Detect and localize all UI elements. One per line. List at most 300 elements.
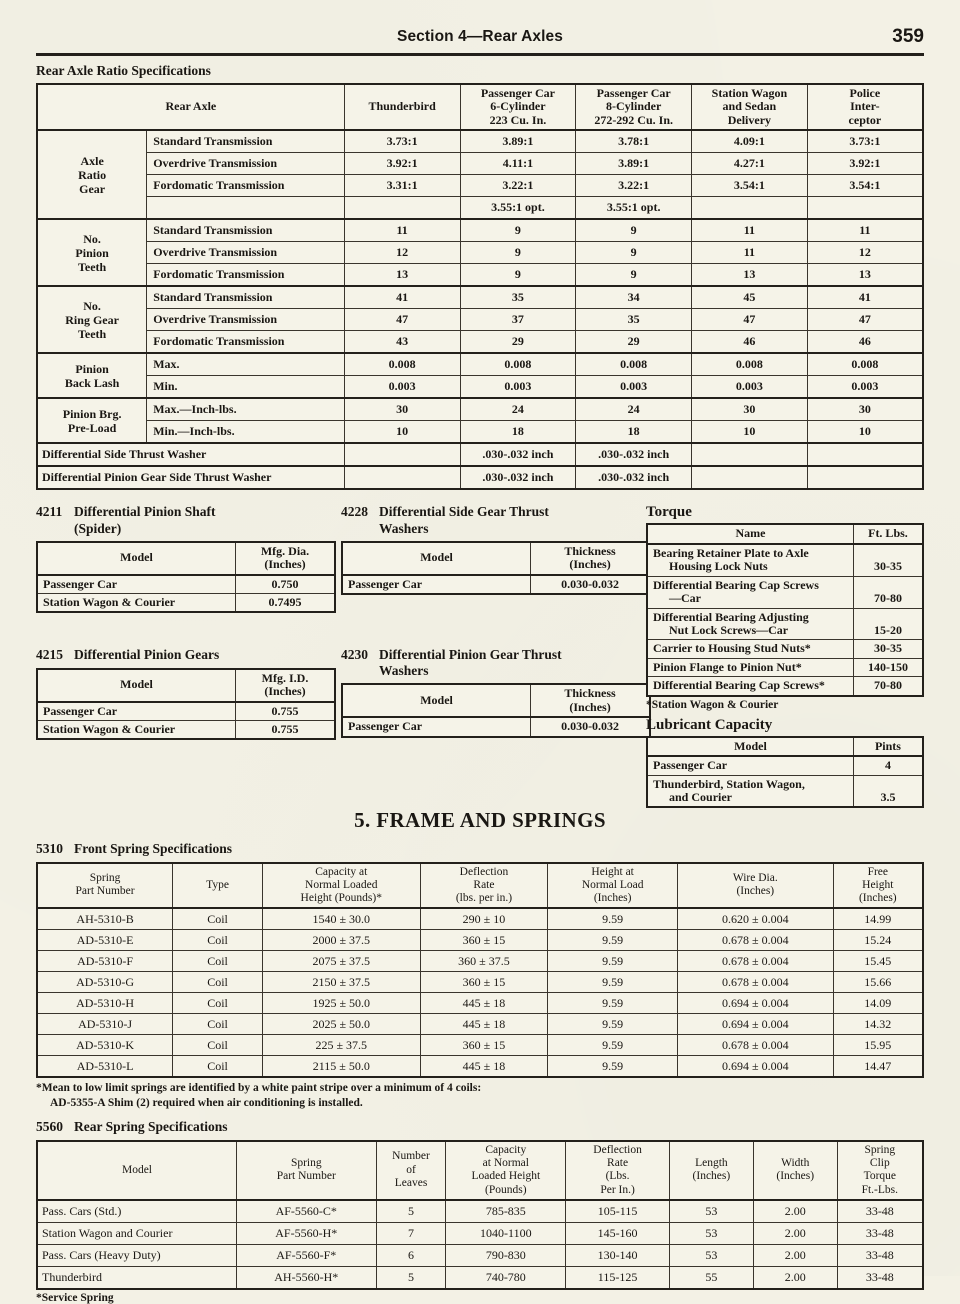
table-row — [37, 398, 923, 421]
lubricant-body — [647, 756, 923, 807]
col-head-ft-lbs: Ft. Lbs. — [853, 524, 923, 543]
table-cell: 9 — [576, 219, 692, 242]
table-cell: AH-5560-H* — [236, 1266, 376, 1289]
table-cell-value: 3.5 — [853, 775, 923, 807]
table-cell: 0.030-0.032 — [531, 575, 650, 594]
table-cell — [807, 443, 923, 466]
table-cell: 33-48 — [837, 1244, 923, 1266]
table-row — [37, 331, 923, 354]
rear-axle-ratio-table — [36, 83, 924, 490]
table-row — [37, 242, 923, 264]
col-head-5: Wire Dia. (Inches) — [678, 863, 834, 909]
column-left — [36, 504, 336, 740]
pinion-shaft-title: Differential Pinion Shaft — [74, 504, 216, 520]
pinion-gear-washers-table — [341, 683, 651, 737]
table-cell: 29 — [460, 331, 576, 354]
col-head-5: Length (Inches) — [669, 1141, 753, 1200]
row-group-label: No. Pinion Teeth — [37, 219, 147, 286]
table-cell: 3.73:1 — [807, 130, 923, 153]
table-cell: 12 — [344, 242, 460, 264]
table-cell: 3.55:1 opt. — [576, 197, 692, 220]
table-row — [37, 286, 923, 309]
table-cell — [344, 197, 460, 220]
side-gear-washers-body — [342, 575, 650, 594]
pinion-shaft-heading — [36, 504, 336, 536]
table-cell: 4.09:1 — [692, 130, 808, 153]
col-head-0: Spring Part Number — [37, 863, 173, 909]
table-cell: 5 — [376, 1266, 446, 1289]
row-sub-label: Fordomatic Transmission — [147, 175, 345, 197]
table-row — [37, 702, 335, 721]
table-row — [647, 658, 923, 676]
col-head-0: Model — [37, 1141, 236, 1200]
table-cell: 0.003 — [576, 376, 692, 399]
col-head-thickness: Thickness (Inches) — [531, 684, 650, 717]
table-cell: 14.99 — [833, 908, 923, 930]
table-cell: 41 — [344, 286, 460, 309]
side-gear-washers-heading — [341, 504, 651, 536]
rear-spring-footnote: *Service Spring — [36, 1291, 114, 1304]
table-cell: Passenger Car — [342, 717, 531, 736]
table-cell: 2025 ± 50.0 — [262, 1014, 420, 1035]
row-sub-label: Standard Transmission — [147, 130, 345, 153]
table-row — [37, 1200, 923, 1223]
table-cell: 3.22:1 — [460, 175, 576, 197]
table-cell: 3.55:1 opt. — [460, 197, 576, 220]
col-head-3: Capacity at Normal Loaded Height (Pounds) — [446, 1141, 566, 1200]
table-cell-name: Differential Bearing Adjusting Nut Lock Screws—Car — [647, 608, 853, 640]
col-head-thickness: Thickness (Inches) — [531, 542, 650, 575]
table-cell: Coil — [173, 908, 263, 930]
table-cell: 46 — [692, 331, 808, 354]
table-cell: AD-5310-E — [37, 930, 173, 951]
table-cell: 11 — [344, 219, 460, 242]
frame-springs-title: 5. FRAME AND SPRINGS — [354, 808, 606, 833]
row-group-label: Pinion Back Lash — [37, 353, 147, 398]
table-cell: Coil — [173, 1056, 263, 1078]
torque-body — [647, 544, 923, 696]
row-sub-label: Standard Transmission — [147, 219, 345, 242]
table-cell: 4.11:1 — [460, 153, 576, 175]
table-cell: Coil — [173, 1035, 263, 1056]
table-cell: 33-48 — [837, 1266, 923, 1289]
row-group-label: Axle Ratio Gear — [37, 130, 147, 219]
col-head-mfg-dia: Mfg. Dia. (Inches) — [236, 542, 335, 575]
side-gear-washers-title: Differential Side Gear Thrust — [379, 504, 549, 520]
table-cell: Coil — [173, 972, 263, 993]
table-cell: 47 — [692, 309, 808, 331]
table-cell: 9 — [576, 264, 692, 287]
table-row — [37, 466, 923, 489]
table-cell: 30 — [807, 398, 923, 421]
table-cell: 2115 ± 50.0 — [262, 1056, 420, 1078]
col-head-name: Name — [647, 524, 853, 543]
pinion-gears-number: 4215 — [36, 647, 63, 663]
table-cell: 33-48 — [837, 1222, 923, 1244]
table-cell: 145-160 — [566, 1222, 670, 1244]
table-cell: 3.78:1 — [576, 130, 692, 153]
table-cell: 4.27:1 — [692, 153, 808, 175]
table-cell: 45 — [692, 286, 808, 309]
table-cell — [692, 443, 808, 466]
rear-spring-title: Rear Spring Specifications — [74, 1119, 228, 1135]
table-row — [647, 756, 923, 775]
row-sub-label: Overdrive Transmission — [147, 309, 345, 331]
axle-table-body — [37, 130, 923, 489]
table-cell: 15.66 — [833, 972, 923, 993]
torque-table — [646, 523, 924, 696]
table-cell: Passenger Car — [342, 575, 531, 594]
table-cell-name: Differential Bearing Cap Screws* — [647, 677, 853, 696]
table-cell: 0.008 — [807, 353, 923, 376]
table-cell: 30 — [692, 398, 808, 421]
table-row — [37, 376, 923, 399]
table-row — [37, 993, 923, 1014]
table-cell: 0.008 — [576, 353, 692, 376]
table-row — [37, 594, 335, 613]
col-head-1: Type — [173, 863, 263, 909]
table-cell: 37 — [460, 309, 576, 331]
table-cell: 35 — [460, 286, 576, 309]
pinion-gear-washers-title-line2: Washers — [379, 663, 429, 679]
table-row — [37, 972, 923, 993]
table-row — [647, 608, 923, 640]
table-cell: 2.00 — [753, 1200, 837, 1223]
table-cell: 53 — [669, 1200, 753, 1223]
table-row — [647, 677, 923, 696]
table-cell: 9 — [576, 242, 692, 264]
table-cell: 14.09 — [833, 993, 923, 1014]
table-header-row — [37, 542, 335, 575]
column-middle — [341, 504, 651, 737]
mid-specs-row — [36, 504, 924, 804]
table-cell: 3.92:1 — [807, 153, 923, 175]
table-cell-value: 4 — [853, 756, 923, 775]
table-cell: 29 — [576, 331, 692, 354]
table-cell: 35 — [576, 309, 692, 331]
table-row — [37, 443, 923, 466]
table-cell: Station Wagon & Courier — [37, 720, 236, 739]
axle-section-title: Rear Axle Ratio Specifications — [36, 63, 211, 78]
table-cell: 12 — [807, 242, 923, 264]
table-header-row — [647, 524, 923, 543]
table-cell: 790-830 — [446, 1244, 566, 1266]
table-cell-value: 70-80 — [853, 677, 923, 696]
table-cell: 18 — [460, 421, 576, 444]
table-cell: 9.59 — [548, 951, 678, 972]
col-head-passenger-8cyl: Passenger Car 8-Cylinder 272-292 Cu. In. — [576, 84, 692, 130]
table-cell: 0.694 ± 0.004 — [678, 1056, 834, 1078]
page-number: 359 — [892, 26, 924, 47]
table-cell: 10 — [807, 421, 923, 444]
col-head-2: Capacity at Normal Loaded Height (Pounds)* — [262, 863, 420, 909]
col-head-7: Spring Clip Torque Ft.-Lbs. — [837, 1141, 923, 1200]
table-cell: 11 — [692, 219, 808, 242]
table-cell: 290 ± 10 — [420, 908, 548, 930]
row-label: Differential Pinion Gear Side Thrust Washer — [37, 466, 344, 489]
front-spring-footnote: *Mean to low limit springs are identified by a white paint stripe over a minimum of 4 coils: AD-5355-A Shim (2) required when air conditioning is installed. — [36, 1082, 482, 1110]
running-head — [36, 0, 924, 50]
table-cell: 6 — [376, 1244, 446, 1266]
table-cell: 0.008 — [460, 353, 576, 376]
table-row — [37, 575, 335, 594]
table-row — [37, 353, 923, 376]
header-rule — [36, 53, 924, 56]
table-cell: Station Wagon and Courier — [37, 1222, 236, 1244]
lubricant-capacity-table — [646, 736, 924, 809]
table-cell: 10 — [692, 421, 808, 444]
table-row — [647, 544, 923, 576]
table-cell: 3.73:1 — [344, 130, 460, 153]
table-row — [37, 1014, 923, 1035]
table-cell: 3.89:1 — [460, 130, 576, 153]
col-head-pints: Pints — [853, 737, 923, 756]
table-row — [37, 309, 923, 331]
axle-table-head — [37, 84, 923, 130]
col-head-6: Free Height (Inches) — [833, 863, 923, 909]
table-cell: AF-5560-H* — [236, 1222, 376, 1244]
table-cell: 0.008 — [344, 353, 460, 376]
table-cell: .030-.032 inch — [460, 443, 576, 466]
table-cell-name: Bearing Retainer Plate to Axle Housing Lock Nuts — [647, 544, 853, 576]
pinion-shaft-table — [36, 541, 336, 614]
table-row — [37, 1266, 923, 1289]
rear-spring-number: 5560 — [36, 1119, 63, 1135]
table-cell: 9.59 — [548, 1014, 678, 1035]
pinion-gear-washers-heading — [341, 647, 651, 679]
pinion-gear-washers-title: Differential Pinion Gear Thrust — [379, 647, 562, 662]
table-cell: 15.24 — [833, 930, 923, 951]
table-cell: 2150 ± 37.5 — [262, 972, 420, 993]
table-cell: 10 — [344, 421, 460, 444]
col-head-2: Number of Leaves — [376, 1141, 446, 1200]
table-cell-value: 30-35 — [853, 544, 923, 576]
table-cell: .030-.032 inch — [576, 466, 692, 489]
table-cell: 360 ± 37.5 — [420, 951, 548, 972]
table-cell: Thunderbird — [37, 1266, 236, 1289]
table-cell: 9 — [460, 219, 576, 242]
pinion-gears-table — [36, 668, 336, 741]
table-row — [37, 930, 923, 951]
table-cell: 13 — [807, 264, 923, 287]
pinion-gear-washers-number: 4230 — [341, 647, 368, 662]
table-row — [37, 1056, 923, 1078]
table-cell: 445 ± 18 — [420, 993, 548, 1014]
col-head-model: Model — [647, 737, 853, 756]
table-cell: Coil — [173, 993, 263, 1014]
table-cell: 24 — [460, 398, 576, 421]
table-cell: 53 — [669, 1222, 753, 1244]
table-cell: 9 — [460, 264, 576, 287]
table-cell — [692, 466, 808, 489]
table-row — [37, 1222, 923, 1244]
table-cell: Pass. Cars (Heavy Duty) — [37, 1244, 236, 1266]
pinion-shaft-number: 4211 — [36, 504, 63, 520]
row-sub-label: Min.—Inch-lbs. — [147, 421, 345, 444]
table-row — [342, 717, 650, 736]
table-row — [37, 153, 923, 175]
table-row — [37, 219, 923, 242]
table-cell: 53 — [669, 1244, 753, 1266]
table-cell: 9.59 — [548, 930, 678, 951]
row-sub-label: Max.—Inch-lbs. — [147, 398, 345, 421]
pinion-shaft-body — [37, 575, 335, 613]
table-row — [37, 175, 923, 197]
table-cell: 0.694 ± 0.004 — [678, 1014, 834, 1035]
rear-spring-heading — [36, 1119, 924, 1135]
table-cell-name: Carrier to Housing Stud Nuts* — [647, 640, 853, 658]
table-cell: Coil — [173, 930, 263, 951]
table-cell: 115-125 — [566, 1266, 670, 1289]
table-row — [37, 264, 923, 287]
front-spring-table — [36, 862, 924, 1079]
row-label: Differential Side Thrust Washer — [37, 443, 344, 466]
torque-footnote: *Station Wagon & Courier — [646, 698, 779, 711]
running-head-title: Section 4—Rear Axles — [397, 28, 563, 45]
table-cell: AF-5560-F* — [236, 1244, 376, 1266]
table-cell: 0.003 — [460, 376, 576, 399]
table-cell-name: Differential Bearing Cap Screws —Car — [647, 576, 853, 608]
table-cell: AD-5310-G — [37, 972, 173, 993]
table-cell: 1040-1100 — [446, 1222, 566, 1244]
pinion-gears-title: Differential Pinion Gears — [74, 647, 220, 663]
table-cell: 360 ± 15 — [420, 930, 548, 951]
table-cell: 7 — [376, 1222, 446, 1244]
col-head-passenger-6cyl: Passenger Car 6-Cylinder 223 Cu. In. — [460, 84, 576, 130]
side-gear-washers-table — [341, 541, 651, 595]
pinion-gears-heading — [36, 647, 336, 663]
table-cell: Station Wagon & Courier — [37, 594, 236, 613]
table-cell: 46 — [807, 331, 923, 354]
table-cell: 47 — [807, 309, 923, 331]
table-row — [37, 951, 923, 972]
col-head-4: Height at Normal Load (Inches) — [548, 863, 678, 909]
table-cell-value: 140-150 — [853, 658, 923, 676]
table-cell: 30 — [344, 398, 460, 421]
table-cell: 2.00 — [753, 1244, 837, 1266]
table-cell: AD-5310-F — [37, 951, 173, 972]
table-cell: 5 — [376, 1200, 446, 1223]
table-header-row — [37, 863, 923, 909]
row-sub-label: Standard Transmission — [147, 286, 345, 309]
table-cell: 0.678 ± 0.004 — [678, 972, 834, 993]
table-cell: 0.620 ± 0.004 — [678, 908, 834, 930]
table-cell: 0.003 — [692, 376, 808, 399]
col-head-1: Spring Part Number — [236, 1141, 376, 1200]
table-cell: 9.59 — [548, 1035, 678, 1056]
table-cell: 225 ± 37.5 — [262, 1035, 420, 1056]
table-row — [647, 576, 923, 608]
table-cell-value: 70-80 — [853, 576, 923, 608]
table-cell: Coil — [173, 951, 263, 972]
table-cell: 0.003 — [344, 376, 460, 399]
table-cell-name: Pinion Flange to Pinion Nut* — [647, 658, 853, 676]
table-cell: 47 — [344, 309, 460, 331]
table-cell: 2.00 — [753, 1222, 837, 1244]
table-cell: 445 ± 18 — [420, 1056, 548, 1078]
table-cell — [344, 443, 460, 466]
table-header-row — [37, 1141, 923, 1200]
table-cell: 18 — [576, 421, 692, 444]
table-cell: 360 ± 15 — [420, 1035, 548, 1056]
table-cell — [807, 197, 923, 220]
table-cell: 0.755 — [236, 720, 335, 739]
table-cell: 11 — [807, 219, 923, 242]
table-cell: 43 — [344, 331, 460, 354]
torque-title: Torque — [646, 504, 692, 521]
table-row — [342, 575, 650, 594]
row-sub-label: Max. — [147, 353, 345, 376]
table-cell: 11 — [692, 242, 808, 264]
table-row — [37, 421, 923, 444]
table-row — [37, 130, 923, 153]
col-head-thunderbird: Thunderbird — [344, 84, 460, 130]
table-cell: Coil — [173, 1014, 263, 1035]
table-cell: 3.89:1 — [576, 153, 692, 175]
table-cell: 0.750 — [236, 575, 335, 594]
column-right — [646, 504, 924, 808]
table-header-row — [37, 669, 335, 702]
col-head-model: Model — [342, 684, 531, 717]
table-cell — [344, 466, 460, 489]
table-cell: 15.95 — [833, 1035, 923, 1056]
table-cell: 0.755 — [236, 702, 335, 721]
table-cell: 9.59 — [548, 908, 678, 930]
col-head-6: Width (Inches) — [753, 1141, 837, 1200]
table-cell: 445 ± 18 — [420, 1014, 548, 1035]
table-cell: 33-48 — [837, 1200, 923, 1223]
table-cell: 14.32 — [833, 1014, 923, 1035]
pinion-gear-washers-body — [342, 717, 650, 736]
table-cell: 2000 ± 37.5 — [262, 930, 420, 951]
table-cell: .030-.032 inch — [576, 443, 692, 466]
table-cell: 3.54:1 — [807, 175, 923, 197]
table-cell-value: 15-20 — [853, 608, 923, 640]
front-spring-title: Front Spring Specifications — [74, 841, 233, 857]
table-cell: 105-115 — [566, 1200, 670, 1223]
table-cell: 0.030-0.032 — [531, 717, 650, 736]
table-cell: 0.694 ± 0.004 — [678, 993, 834, 1014]
row-sub-label: Overdrive Transmission — [147, 242, 345, 264]
table-cell: 740-780 — [446, 1266, 566, 1289]
table-cell-value: 30-35 — [853, 640, 923, 658]
row-group-label: No. Ring Gear Teeth — [37, 286, 147, 353]
table-cell: 0.008 — [692, 353, 808, 376]
table-cell: Passenger Car — [37, 702, 236, 721]
col-head-model: Model — [342, 542, 531, 575]
pinion-shaft-title-line2: (Spider) — [74, 520, 122, 536]
table-cell: 55 — [669, 1266, 753, 1289]
side-gear-washers-number: 4228 — [341, 504, 368, 520]
table-row — [37, 1035, 923, 1056]
table-cell — [692, 197, 808, 220]
row-sub-label — [147, 197, 345, 220]
table-cell: 3.92:1 — [344, 153, 460, 175]
table-cell: Pass. Cars (Std.) — [37, 1200, 236, 1223]
col-head-model: Model — [37, 542, 236, 575]
table-cell: 2.00 — [753, 1266, 837, 1289]
table-cell: 9.59 — [548, 993, 678, 1014]
table-cell: 1925 ± 50.0 — [262, 993, 420, 1014]
col-head-model: Model — [37, 669, 236, 702]
lubricant-title: Lubricant Capacity — [646, 716, 773, 733]
table-cell: 1540 ± 30.0 — [262, 908, 420, 930]
table-cell: 9 — [460, 242, 576, 264]
table-cell: 3.31:1 — [344, 175, 460, 197]
table-header-row — [342, 542, 650, 575]
table-cell: 14.47 — [833, 1056, 923, 1078]
table-row — [37, 720, 335, 739]
